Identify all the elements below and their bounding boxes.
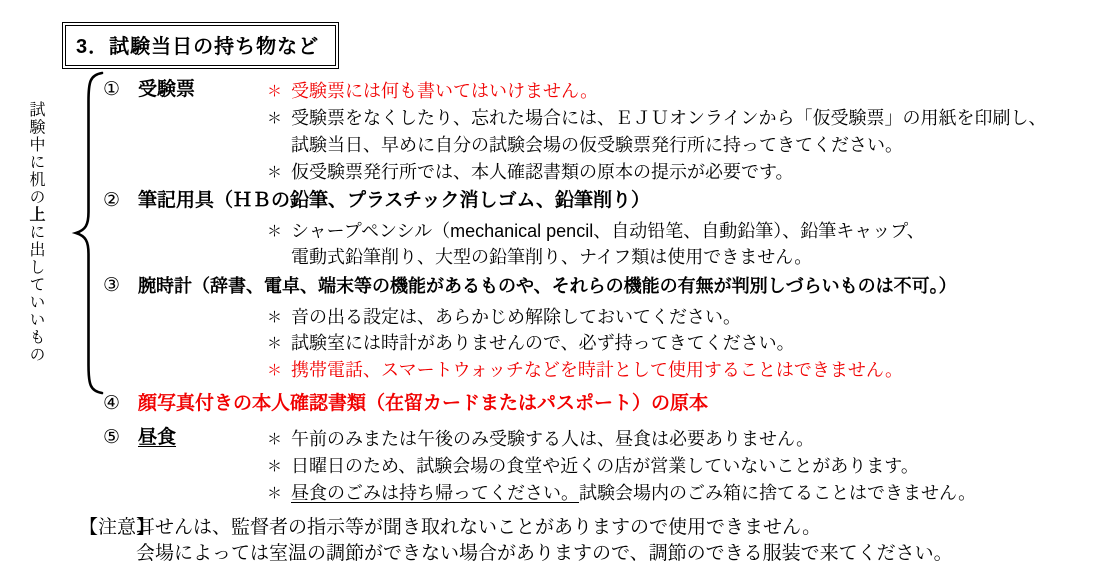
bullet-asterisk: ＊ xyxy=(267,458,283,475)
item-1-bullet-3: 仮受験票発行所では、本人確認書類の原本の提示が必要です。 xyxy=(291,162,794,182)
item-1-number: ① xyxy=(103,79,121,100)
bullet-asterisk: ＊ xyxy=(267,362,283,379)
vertical-label-prefix: 試験中に机の xyxy=(27,101,44,206)
notice-line-2: 会場によっては室温の調節ができない場合がありますので、調節のできる服装で来てください。 xyxy=(136,543,953,564)
page-title: 3．試験当日の持ち物など xyxy=(65,25,336,66)
desk-allowed-vertical-label xyxy=(26,101,45,373)
item-2-number: ② xyxy=(103,190,121,211)
item-4-number: ④ xyxy=(103,393,121,414)
item-5-bullet-3-rest: 試験会場内のごみ箱に捨てることはできません。 xyxy=(579,483,977,503)
item-3-label: 腕時計（辞書、電卓、端末等の機能があるものや、それらの機能の有無が判別しづらいものは不可。） xyxy=(138,276,957,296)
item-3-bullet-1: 音の出る設定は、あらかじめ解除しておいてください。 xyxy=(291,307,741,327)
item-4-label: 顔写真付きの本人確認書類（在留カードまたはパスポート）の原本 xyxy=(138,393,709,414)
item-5-bullet-3-underlined: 昼食のごみは持ち帰ってください。 xyxy=(291,483,579,503)
item-2-label: 筆記用具（ＨＢの鉛筆、プラスチック消しゴム、鉛筆削り） xyxy=(138,190,651,211)
item-5-bullet-3 xyxy=(291,482,976,504)
bullet-asterisk: ＊ xyxy=(267,309,283,326)
bullet-asterisk: ＊ xyxy=(267,431,283,448)
item-2-bullet-1: シャープペンシル（mechanical pencil、自动铅笔、自動鉛筆）、鉛筆キャップ、 xyxy=(291,221,925,241)
item-5-label: 昼食 xyxy=(138,427,177,448)
item-1-bullet-2-cont: 試験当日、早めに自分の試験会場の仮受験票発行所に持ってきてください。 xyxy=(291,135,903,155)
bullet-asterisk: ＊ xyxy=(267,164,283,181)
item-1-bullet-1: 受験票には何も書いてはいけません。 xyxy=(291,81,599,101)
curly-brace-icon xyxy=(71,71,105,395)
item-5-bullet-1: 午前のみまたは午後のみ受験する人は、昼食は必要ありません。 xyxy=(291,429,815,449)
bullet-asterisk: ＊ xyxy=(267,110,283,127)
item-3-number: ③ xyxy=(103,275,121,296)
bullet-asterisk: ＊ xyxy=(267,335,283,352)
item-5-bullet-2: 日曜日のため、試験会場の食堂や近くの店が営業していないことがあります。 xyxy=(291,456,919,476)
item-3-bullet-2: 試験室には時計がありませんので、必ず持ってきてください。 xyxy=(291,333,795,353)
bullet-asterisk: ＊ xyxy=(267,485,283,502)
vertical-label-emphasis: 上 xyxy=(27,206,44,224)
item-3-bullet-3: 携帯電話、スマートウォッチなどを時計として使用することはできません。 xyxy=(291,360,903,380)
notice-label: 【注意】 xyxy=(79,517,156,538)
notice-line-1: 耳せんは、監督者の指示等が聞き取れないことがありますので使用できません。 xyxy=(136,517,822,538)
vertical-label-suffix: に出していいもの xyxy=(27,223,44,364)
item-1-label: 受験票 xyxy=(138,79,196,100)
item-1-bullet-2: 受験票をなくしたり、忘れた場合には、ＥＪＵオンラインから「仮受験票」の用紙を印刷し、 xyxy=(291,108,1047,128)
bullet-asterisk: ＊ xyxy=(267,223,283,240)
title-box xyxy=(62,22,339,69)
item-5-number: ⑤ xyxy=(103,427,121,448)
item-2-bullet-1-cont: 電動式鉛筆削り、大型の鉛筆削り、ナイフ類は使用できません。 xyxy=(291,247,813,267)
bullet-asterisk: ＊ xyxy=(267,83,283,100)
